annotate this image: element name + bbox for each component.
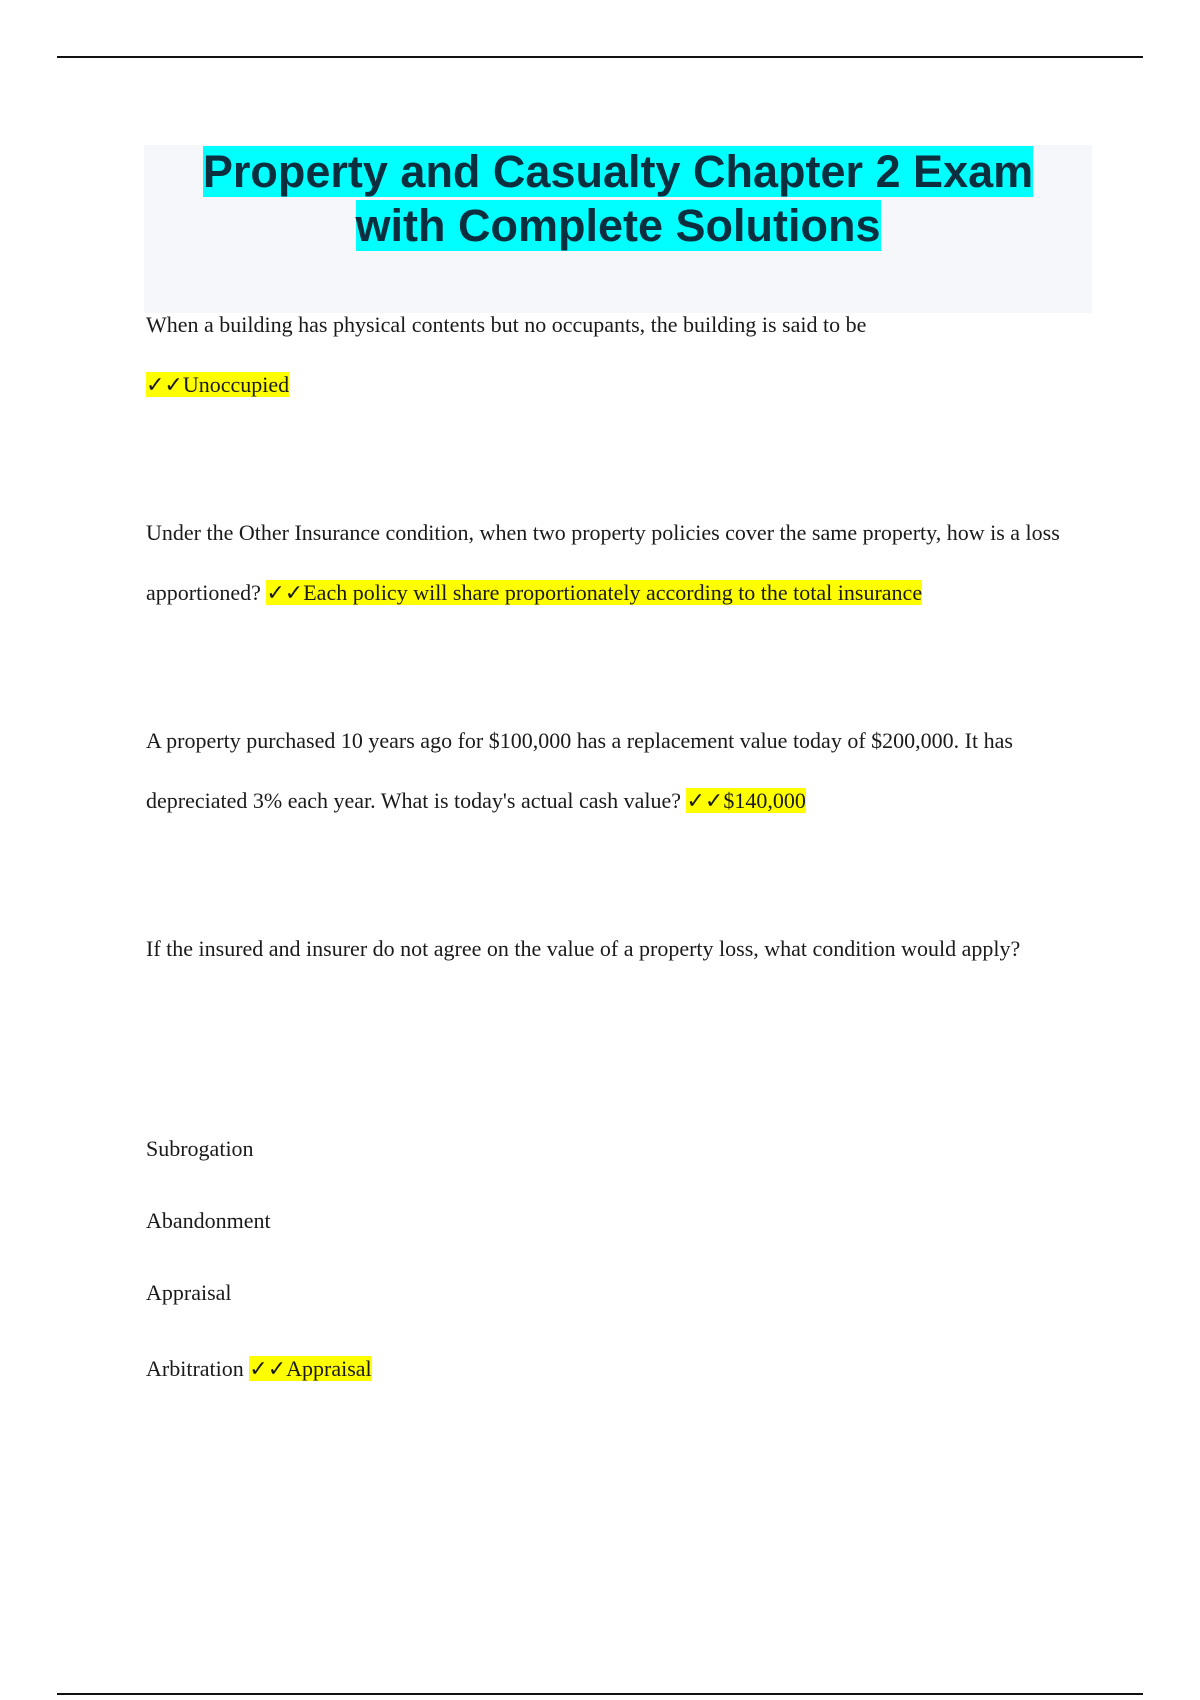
check-icon: ✓✓	[266, 581, 304, 606]
option-4-text: Arbitration	[146, 1356, 244, 1381]
title-line-1: Property and Casualty Chapter 2 Exam	[202, 146, 1034, 197]
answer-3	[686, 788, 805, 813]
question-4-text: If the insured and insurer do not agree on the value of a property loss, what condition would apply?	[146, 936, 1021, 961]
bottom-rule	[57, 1693, 1143, 1695]
question-3	[146, 711, 1086, 832]
question-1-text: When a building has physical contents but no occupants, the building is said to be	[146, 312, 867, 337]
answer-4-text: Appraisal	[286, 1356, 372, 1381]
question-1	[146, 295, 1086, 416]
check-icon: ✓✓	[686, 789, 724, 814]
option-2: Abandonment	[146, 1208, 271, 1233]
check-icon: ✓✓	[249, 1357, 287, 1382]
page-title	[144, 145, 1092, 253]
answer-2-text: Each policy will share proportionately according to the total insurance	[303, 580, 923, 605]
question-3-text: A property purchased 10 years ago for $100,000 has a replacement value today of $200,000. It has depreciated 3% each year. What is today's actual cash value?	[146, 728, 1013, 813]
question-2	[146, 503, 1086, 624]
answer-4	[249, 1356, 371, 1381]
answer-1	[146, 372, 289, 397]
check-icon: ✓✓	[146, 373, 183, 398]
question-4	[146, 921, 1086, 977]
answer-2	[266, 580, 922, 605]
title-box	[144, 145, 1092, 313]
option-3: Appraisal	[146, 1280, 232, 1305]
top-rule	[57, 56, 1143, 58]
answer-3-text: $140,000	[723, 788, 806, 813]
title-line-2: with Complete Solutions	[355, 200, 881, 251]
answer-1-text: Unoccupied	[182, 372, 290, 397]
option-4	[146, 1354, 372, 1385]
option-1: Subrogation	[146, 1136, 254, 1161]
question-2-text: Under the Other Insurance condition, when two property policies cover the same property, how is a loss apportioned?	[146, 520, 1060, 605]
